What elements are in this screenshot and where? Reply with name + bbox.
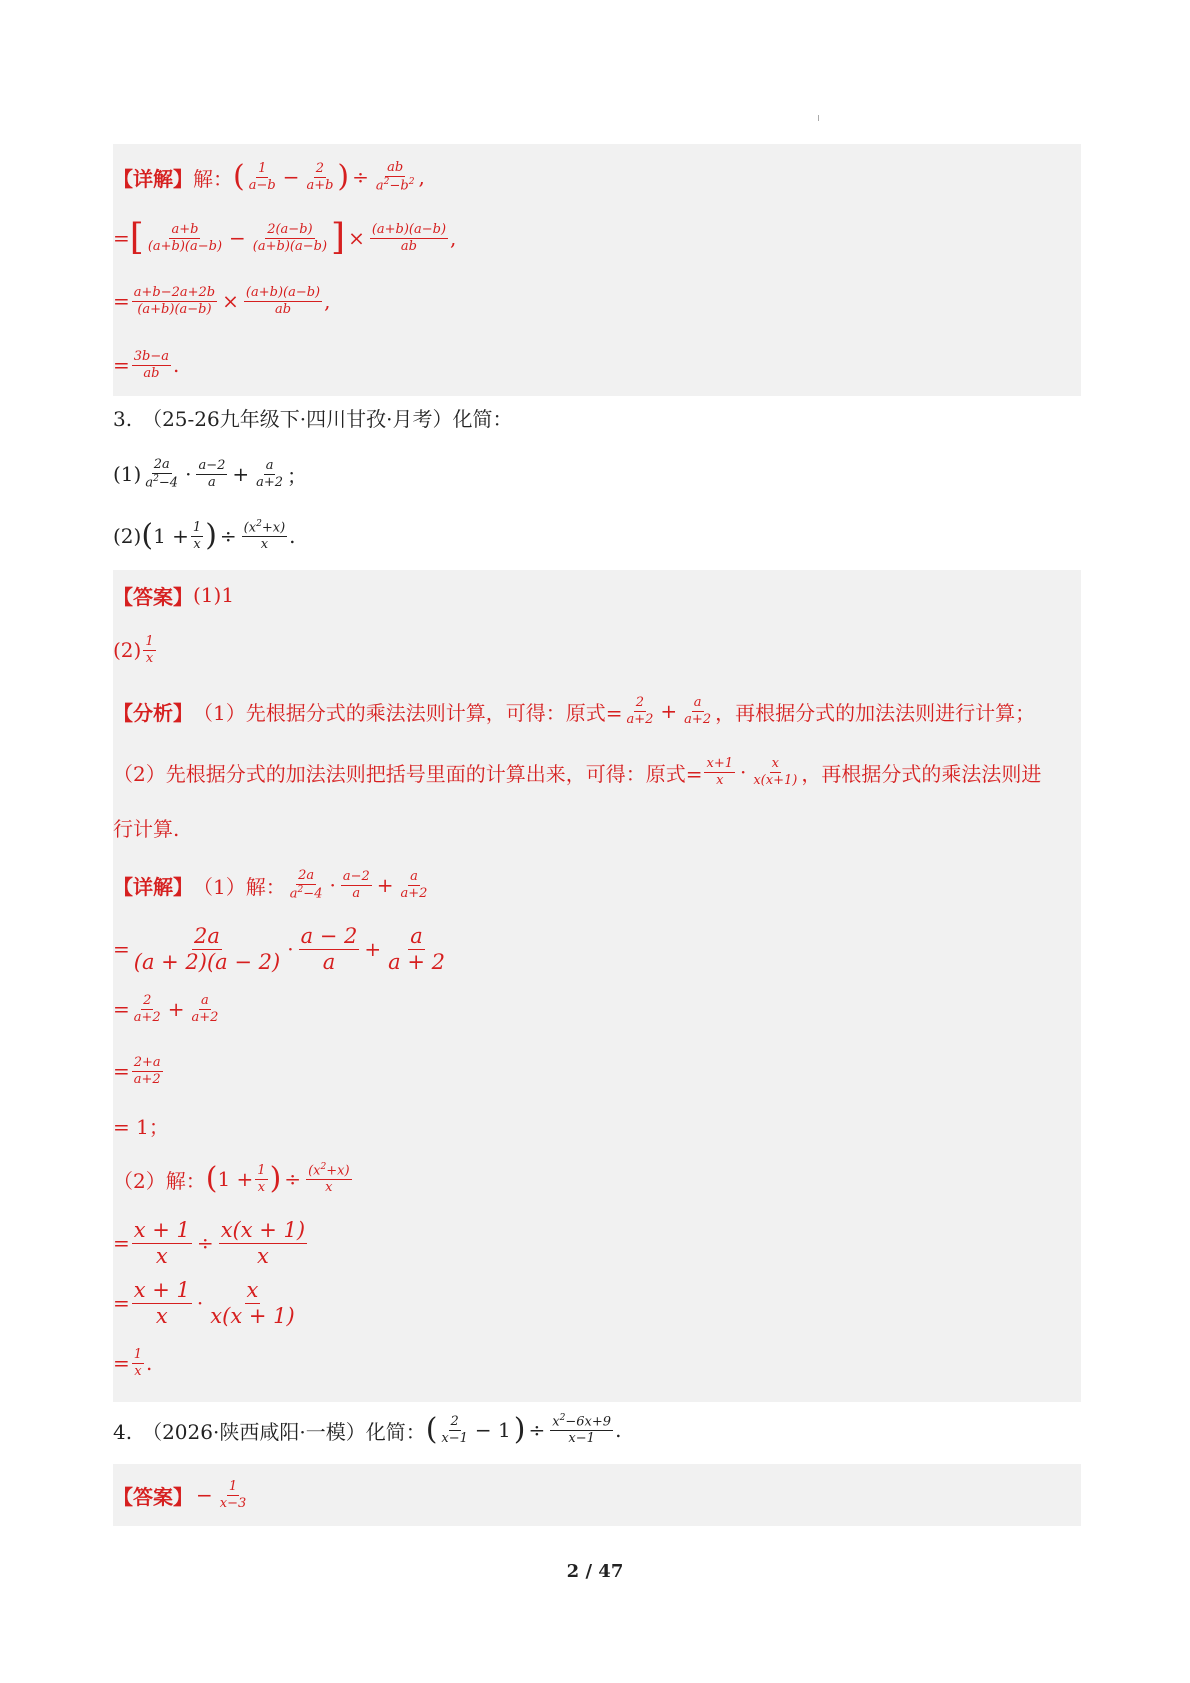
detail-line-1: 【详解】 解： ( 1 a−b − $\frac{2}{a+b}$ ) ÷ $\frac{ab}{a^2-b^2}$ , [113, 159, 425, 194]
detail-2-line-9: = $\frac{1}{x}$ . [113, 1346, 153, 1379]
answer-tag: 【答案】 [113, 584, 193, 609]
detail-2-line-8: = $\frac{x + 1}{x}$ · x x(x + 1) [113, 1278, 295, 1328]
analysis-line-3: 行计算. [113, 816, 180, 841]
detail-2-line-2: = $\frac{2a}{(a + 2)(a - 2)}$ · a − 2 a + $\frac{a}{a + 2}$ [113, 924, 445, 974]
detail-2-line-5: = 1； [113, 1114, 169, 1139]
detail-2-line-6: （2）解： ( 1 + $\frac{1}{x}$ ) ÷ $\frac{(x^2+x)}{x}$ [113, 1161, 350, 1196]
detail-2-line-7: = $\frac{x + 1}{x}$ ÷ $\frac{x(x + 1)}{x}$ [113, 1218, 306, 1268]
analysis-line-1: 【分析】 （1）先根据分式的乘法法则计算，可得：原式= $\frac{2}{a+2}$ + $\frac{a}{a+2}$ ，再根据分式的加法法则进行计算； [113, 694, 1036, 727]
answer-block-q4 [113, 1464, 1081, 1526]
analysis-tag: 【分析】 [113, 700, 193, 725]
header-mark [818, 115, 819, 121]
question-3-part-2: (2) ( 1 + $\frac{1}{x}$ ) ÷ $\frac{(x^2+x)}{x}$ . [113, 518, 296, 553]
detail-line-4: = $\frac{3b-a}{ab}$ . [113, 348, 180, 381]
answer-line-2: (2) 1 x [113, 633, 154, 666]
detail-2-line-4: = $\frac{2+a}{a+2}$ [113, 1054, 161, 1087]
question-3-part-1: (1) 2a $a^2-4$ · a−2 a + $\frac{a}{a+2}$ ； [113, 457, 308, 491]
question-3-stem: 3. （25-26九年级下·四川甘孜·月考）化简： [113, 406, 513, 431]
analysis-line-2: （2）先根据分式的加法法则把括号里面的计算出来，可得：原式= $\frac{x+1}{x}$ · x x(x+1) ，再根据分式的乘法法则进 [113, 755, 1042, 788]
answer-q4: 【答案】 − $\frac{1}{x-3}$ [113, 1478, 247, 1511]
detail-line-2: = [ a+b (a+b)(a−b) − $\frac{2(a-b)}{(a+b)(a-b)}$ ] × $\frac{(a+b)(a-b)}{ab}$ , [113, 217, 457, 258]
detail-2-line-3: = $\frac{2}{a+2}$ + $\frac{a}{a+2}$ [113, 992, 219, 1025]
answer-line-1: 【答案】 (1)1 [113, 578, 234, 612]
detail-intro: 解： [193, 166, 233, 191]
page-number: 2 / 47 [566, 1561, 624, 1582]
question-4-stem: 4. （2026·陕西咸阳·一模）化简： ( 2 x−1 − 1 ) ÷ $\frac{x^2-6x+9}{x-1}$ . [113, 1412, 622, 1447]
detail-tag-2: 【详解】 [113, 874, 193, 899]
answer-tag-q4: 【答案】 [113, 1484, 193, 1509]
detail-line-3: = $\frac{a+b-2a+2b}{(a+b)(a-b)}$ × $\frac{(a+b)(a-b)}{ab}$ , [113, 284, 331, 317]
detail-tag: 【详解】 [113, 166, 193, 191]
detail-2-line-1: 【详解】 （1）解： 2a $a^2-4$ · a−2 a + $\frac{a}{a+2}$ [113, 868, 428, 902]
